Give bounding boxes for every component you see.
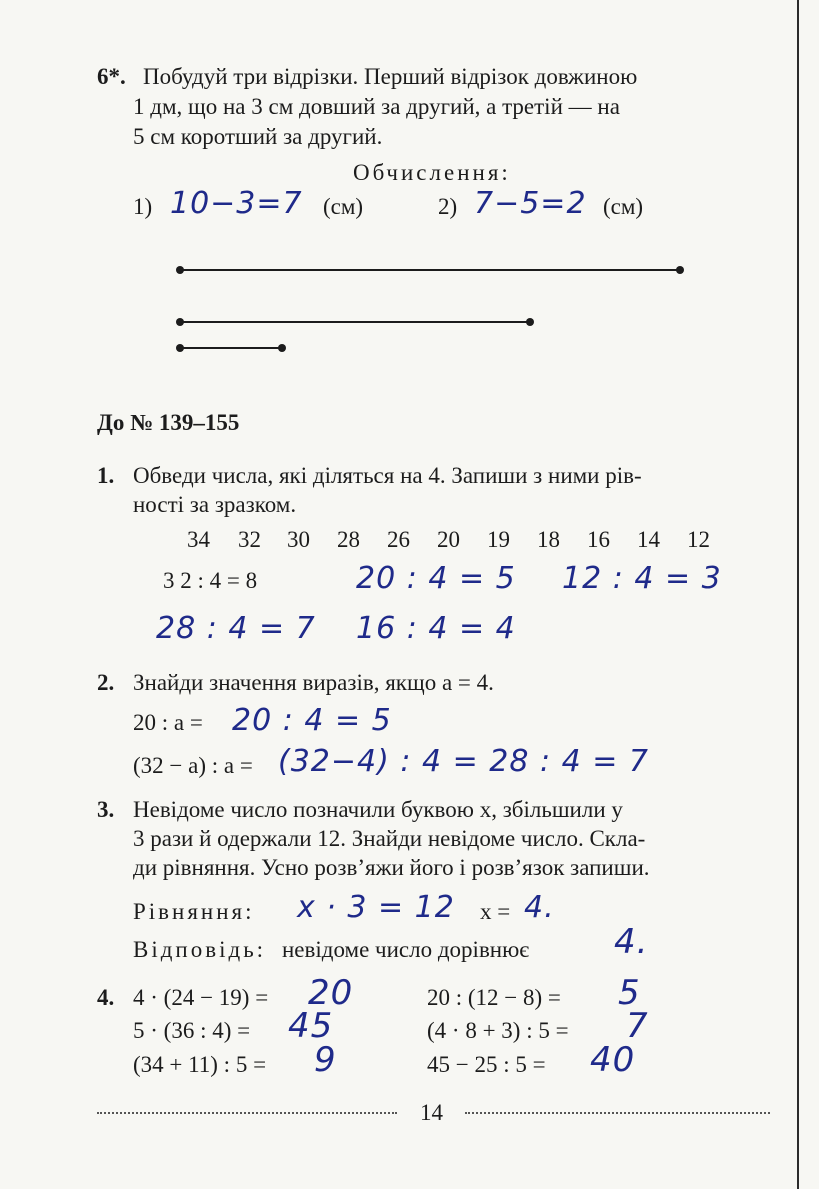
number-20: 20	[437, 527, 460, 552]
segment-first-start-point	[176, 266, 184, 274]
task4-left-expr-2: 5 · (36 : 4) =	[133, 1018, 251, 1043]
task6-line1: Побудуй три відрізки. Перший відрізок довжиною	[143, 64, 638, 89]
number-26: 26	[387, 527, 410, 552]
x-answer: 4.	[524, 890, 555, 925]
number-28: 28	[337, 527, 360, 552]
calc1-label: 1)	[133, 194, 153, 219]
task2-expr1: 20 : a =	[133, 710, 203, 735]
task4-left-expr-1: 4 · (24 − 19) =	[133, 985, 269, 1010]
number-32: 32	[238, 527, 261, 552]
number-16: 16	[587, 527, 610, 552]
segment-second	[180, 321, 530, 323]
sample-equation: 3 2 : 4 = 8	[163, 568, 258, 593]
answer-20-div-4: 20 : 4 = 5	[356, 561, 516, 596]
equation-answer: x · 3 = 12	[297, 890, 455, 925]
segment-second-start-point	[176, 318, 184, 326]
number-12: 12	[687, 527, 710, 552]
x-label: x =	[480, 899, 511, 924]
answer-12-div-4: 12 : 4 = 3	[562, 561, 722, 596]
answer-16-div-4: 16 : 4 = 4	[356, 611, 516, 646]
task4-left-answer-1: 20	[308, 973, 354, 1013]
task3-number: 3.	[97, 797, 115, 822]
segment-second-end-point	[526, 318, 534, 326]
calc2-label: 2)	[438, 194, 458, 219]
task1-line2: ності за зразком.	[133, 492, 297, 517]
answer-label: Відповідь:	[133, 937, 267, 962]
section-title: До № 139–155	[97, 410, 240, 435]
answer-text: невідоме число дорівнює	[282, 937, 530, 962]
number-14: 14	[637, 527, 660, 552]
task1-line1: Обведи числа, які діляться на 4. Запиши з ними рів-	[133, 463, 642, 488]
number-34: 34	[187, 527, 210, 552]
calc-title: Обчислення:	[353, 160, 511, 185]
page-edge-border	[797, 0, 799, 1189]
task4-left-answer-3: 9	[314, 1040, 337, 1080]
task4-right-expr-2: (4 · 8 + 3) : 5 =	[427, 1018, 569, 1043]
calc1-answer: 10−3=7	[170, 186, 303, 221]
task4-left-expr-3: (34 + 11) : 5 =	[133, 1052, 267, 1077]
task6-line3: 5 см коротший за другий.	[133, 124, 383, 149]
page-number: 14	[420, 1100, 443, 1125]
task3-line2: 3 рази й одержали 12. Знайди невідоме число. Скла-	[133, 826, 646, 851]
task1-number: 1.	[97, 463, 115, 488]
equation-label: Рівняння:	[133, 899, 255, 924]
segment-third-end-point	[278, 344, 286, 352]
task4-right-expr-1: 20 : (12 − 8) =	[427, 985, 561, 1010]
task4-right-answer-2: 7	[626, 1006, 649, 1046]
segment-first-end-point	[676, 266, 684, 274]
segment-first	[180, 269, 680, 271]
task2-answer2: (32−4) : 4 = 28 : 4 = 7	[278, 744, 650, 779]
task4-right-answer-1: 5	[618, 973, 641, 1013]
answer-28-div-4: 28 : 4 = 7	[156, 611, 316, 646]
task6-line2: 1 дм, що на 3 см довший за другий, а третій — на	[133, 94, 620, 119]
task4-right-answer-3: 40	[590, 1040, 636, 1080]
number-30: 30	[287, 527, 310, 552]
number-19: 19	[487, 527, 510, 552]
footer-divider-right	[465, 1112, 770, 1114]
task3-line3: ди рівняння. Усно розв’яжи його і розв’язок запиши.	[133, 855, 650, 880]
task4-right-expr-3: 45 − 25 : 5 =	[427, 1052, 546, 1077]
number-18: 18	[537, 527, 560, 552]
segment-third-start-point	[176, 344, 184, 352]
task4-left-answer-2: 45	[288, 1006, 334, 1046]
answer-value: 4.	[614, 922, 649, 962]
task2-expr2: (32 − a) : a =	[133, 753, 253, 778]
footer-divider-left	[97, 1112, 397, 1114]
calc1-unit: (см)	[323, 194, 364, 219]
task6-number: 6*.	[97, 64, 126, 89]
task4-number: 4.	[97, 985, 115, 1010]
calc2-answer: 7−5=2	[474, 186, 587, 221]
task2-text: Знайди значення виразів, якщо a = 4.	[133, 670, 494, 695]
segment-third	[180, 347, 282, 349]
task3-line1: Невідоме число позначили буквою x, збільшили у	[133, 797, 623, 822]
task2-number: 2.	[97, 670, 115, 695]
calc2-unit: (см)	[603, 194, 644, 219]
task2-answer1: 20 : 4 = 5	[232, 703, 392, 738]
